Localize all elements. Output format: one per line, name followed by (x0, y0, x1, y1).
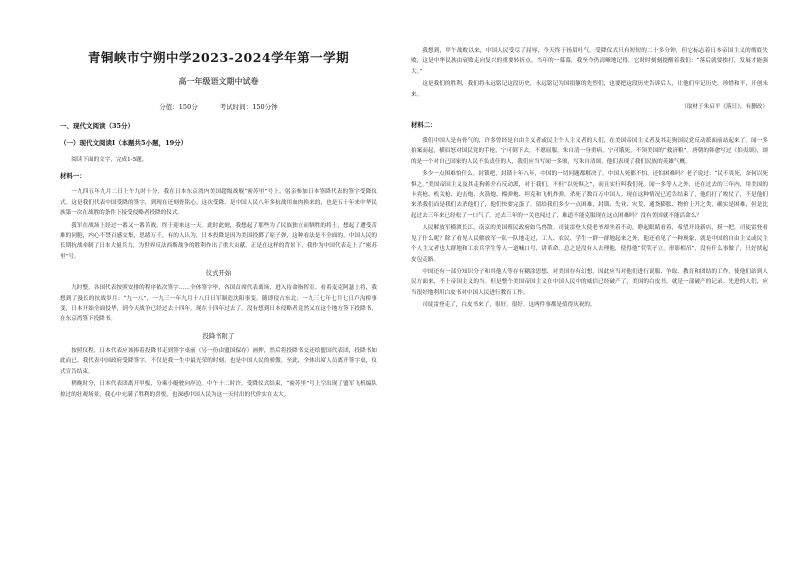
subsection-heading: （一）现代文阅读Ⅰ（本题共5小题，19分） (60, 139, 188, 147)
paragraph: 一九四五年九月二日上午九时十分，我在日本东京湾内美国超级战舰“密苏里”号上，躬亲参加日本签降代表的签字受降仪式。这是我们代表中国受降的签字，到现在还刻骨铭心。这次受降，是中国人民八年多抗战用血肉换来的，也是五十年来中华民族第一次在战胜的条件下接受侵略者投降的仪式。 (60, 189, 377, 217)
paragraph: 司徒雷登走了，白皮书来了，很好，很好。这两件事都是值得庆祝的。 (422, 302, 596, 309)
section-heading: 一、现代文阅读（35分） (60, 122, 135, 130)
paragraph: 稍晚时分，日本代表团离开甲板，分乘小艇驶向岸边。中午十二时许，受降仪式结束，“密苏里”号上空出现了盟军飞机编队掠过的壮观场景，我心中充满了胜利的喜悦，也深感中国人民为这一天付出的代价实在太大。 (60, 381, 377, 398)
right-page (397, 0, 794, 562)
paragraph: 中国还有一部分知识分子和其他人等存有糊涂思想，对美国存有幻想，因此应当对他们进行说服、争取、教育和团结的工作，使他们站到人民方面来，不上帝国主义的当。但是整个美国帝国主义在中国人民中的威信已经破产了，美国的白皮书，就是一部破产的记录。先进的人们，应当很好地利用白皮书对中国人民进行教育工作。 (411, 268, 768, 296)
source-citation: （取材于朱启平《落日》，有删改） (681, 104, 768, 111)
score-line: 分值：150分 考试时间：150分钟 (159, 103, 278, 111)
paragraph: 按照仪程，日本代表应该捧着投降书走到签字桌前（另一份由盟国保存）画押，然后将投降书交还给盟国代表团，投降书如此而已。我代表中国政府受降签字，不仅是我一生中最光荣的时刻，也是中国人民的骄傲。至此，全体出席人员离开签字桌，仪式宣告结束。 (60, 347, 377, 375)
paragraph: 这是我们的胜利，我们将永远铭记这段历史，永远铭记为国捐躯的先烈们，也要把这段历史告诉后人，让他们牢记历史，珍惜和平，开创未来。 (411, 81, 768, 98)
material-label: 材料二： (411, 121, 437, 130)
exam-title: 青铜峡市宁朔中学2023-2024学年第一学期 (87, 50, 350, 65)
paragraph: 我们中国人是有骨气的，许多曾经是自由主义者或民主个人主义者的人们，在美国帝国主义者及其走狗国民党反动派面前站起来了。闻一多拍案而起，横眉怒对国民党的手枪，宁可倒下去，不愿屈服。朱自清一身重病，宁可饿死，不领美国的“救济粮”。唐朝的韩愈写过《伯夷颂》，颂的是一个对自己国家的人民不负责任的人，我们应当写闻一多颂，写朱自清颂，他们表现了我们民族的英雄气概。 (411, 138, 768, 165)
paragraph: 九时整，各国代表按照安排的程序依次签字……全体签字毕，各国首席代表离场，进入待命指挥室。看着麦克阿瑟上将，我想到了漫长的抗战岁月：“九一八”，一九三一年九月十八日日军制造沈阳事变，随即侵占东北；一九三七年七月七日卢沟桥事变，日本开始全面侵华，到今天战争已经过去十四年。现在十四年过去了，没有想到日本侵略者竟然又在这个地方签下投降书，在东京湾签下投降书。 (60, 285, 377, 323)
inner-heading: 仪式开始 (205, 269, 232, 278)
exam-subtitle: 高一年级语文期中试卷 (178, 76, 259, 86)
paragraph: 我军在战场上经过一番又一番苦战，终于迎来这一天。此时此刻，我想起了那些为了民族独立而牺牲的将士，想起了遭受苦难的同胞，内心不禁百感交集，思绪万千。有的人认为，日本投降是因为美国投掷了原子弹，这种看法是不全面的，中国人民的长期抗战牵制了日本大量兵力，为世界反法西斯战争的胜利作出了重大贡献。正是在这样的背景下，我作为中国代表走上了“密苏里”号。 (60, 222, 377, 260)
instruction: 阅读下面的文字，完成1-5题。 (71, 157, 148, 163)
paragraph: 人民解放军横渡长江，南京的美国殖民政府如鸟兽散。司徒雷登大使老爷却坐着不动，睁起眼睛看着，希望开设新店，捞一把。司徒雷登看见了什么呢？除了看见人民解放军一队一队地走过，工人、农民、学生一群一群地起来之外，他还看见了一种现象，就是中国的自由主义或民主个人主义者也大群地和工农兵学生等人一道喊口号，讲革命。总之是没有人去理他，使得他“茕茕孑立，形影相吊”，没有什么事做了，只好挟起皮包走路。 (411, 225, 768, 263)
paragraph: 多少一点困难怕什么。封锁吧，封锁十年八年，中国的一切问题都解决了。中国人死都不怕，还怕困难吗？老子说过：“民不畏死，奈何以死惧之。”美国帝国主义及其走狗蒋介石反动派，对于我们，不但“以死惧之”，而且实行叫我们死。闻一多等人之外，还在过去的三年内，用美国的卡宾枪、机关枪、迫击炮、火箭炮、榴弹炮、坦克和飞机炸弹，杀死了数百万中国人。现在这种情况已近告结束了，他们打了败仗了，不是他们来杀我们而是我们去杀他们了，他们快要完蛋了。留给我们多少一点困难，封锁、失业、灾荒、通货膨胀、物价上升之类，确实是困难，但是比起过去三年来已经松了一口气了。过去三年的一关也闯过了，难道不能克服现在这点困难吗？没有美国就不能活命么？ (411, 171, 768, 219)
paragraph: 我想到，甲午战败以来，中国人民受尽了屈辱，今天终于扬眉吐气。受降仪式只有短短的二十多分钟，但它标志着日本帝国主义的彻底失败，这是中华民族由衰败走向复兴的重要转折点。当年的一幕幕，我至今仍清晰地记得，它时时刻刻提醒着我们：“落后就要挨打，发展才能强大。” (411, 48, 768, 75)
material-label: 材料一： (60, 172, 86, 181)
inner-heading: 投降书附了 (202, 331, 235, 340)
